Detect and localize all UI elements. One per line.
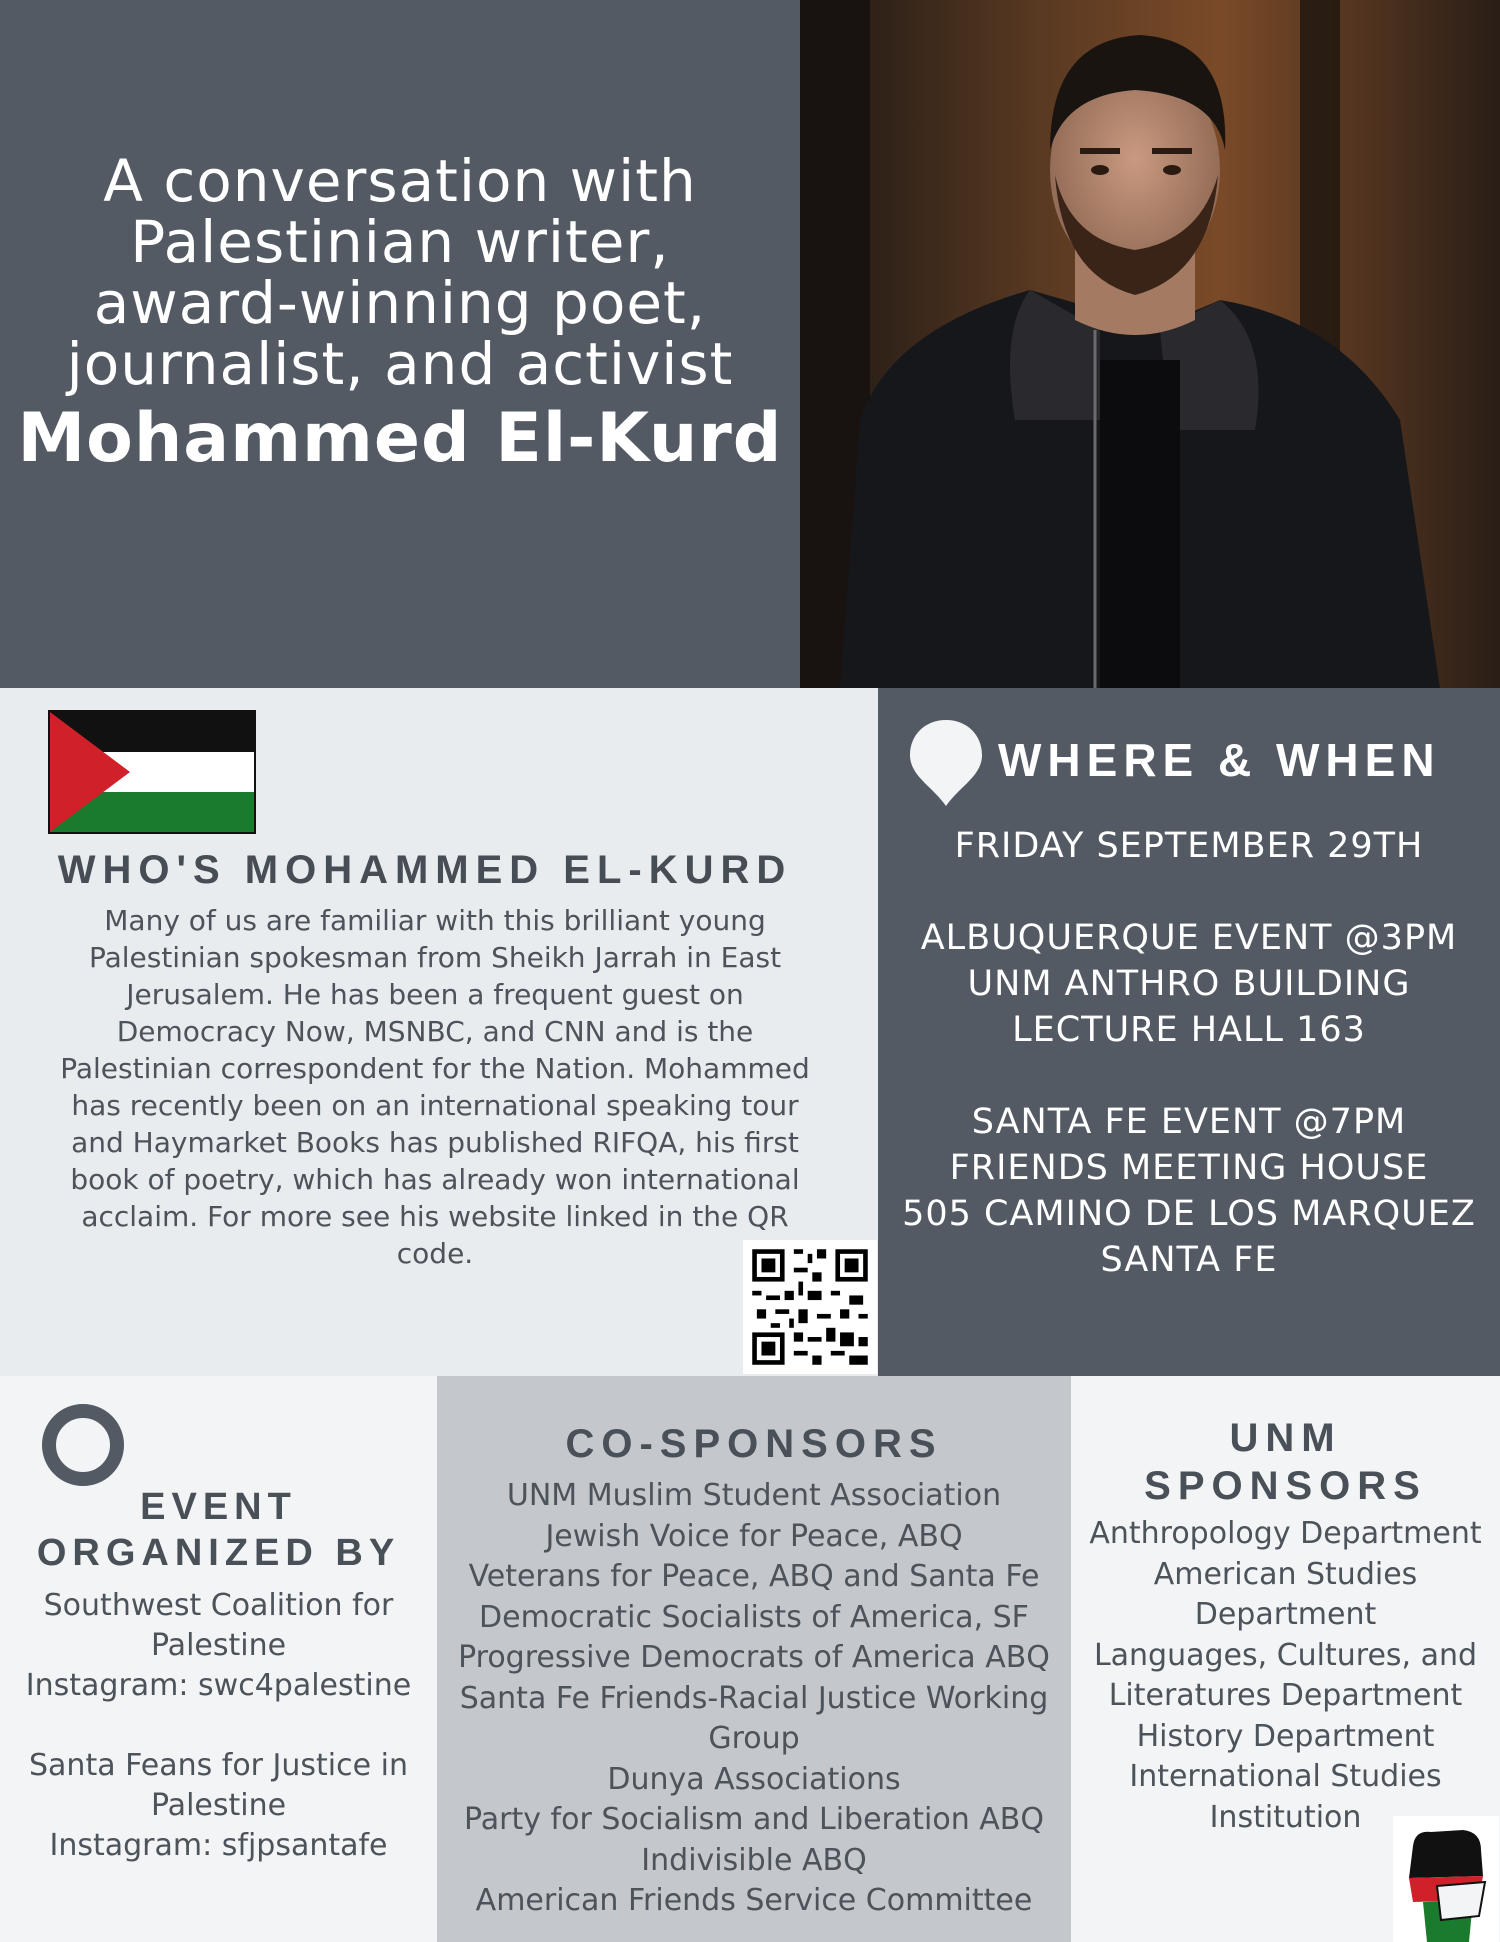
organizers-section — [0, 1376, 437, 1942]
bio-line: and Haymarket Books has published RIFQA, his first — [71, 1126, 799, 1159]
qr-code[interactable] — [743, 1240, 877, 1374]
organizer-instagram: Instagram: sfjpsantafe — [49, 1828, 388, 1863]
sf-event — [878, 1099, 1500, 1283]
raised-fist-icon — [1393, 1816, 1499, 1942]
organizer-line: Santa Feans for Justice in — [29, 1748, 408, 1783]
speaker-photo — [800, 0, 1500, 688]
cosponsor-item: Dunya Associations — [607, 1761, 901, 1797]
organizer-line: Southwest Coalition for — [43, 1588, 394, 1623]
event-date: FRIDAY SEPTEMBER 29TH — [954, 826, 1424, 866]
cosponsor-item: Santa Fe Friends-Racial Justice Working — [459, 1680, 1049, 1716]
cosponsor-item: Jewish Voice for Peace, ABQ — [545, 1518, 963, 1554]
unm-sponsor-item: International Studies — [1129, 1759, 1442, 1794]
speaker-name: Mohammed El-Kurd — [17, 399, 783, 478]
bio-line: Palestinian spokesman from Sheikh Jarrah in East — [88, 941, 782, 974]
abq-line: UNM ANTHRO BUILDING — [967, 964, 1411, 1004]
cosponsor-item: Indivisible ABQ — [641, 1842, 867, 1878]
sf-line: SANTA FE EVENT @7PM — [971, 1102, 1407, 1142]
bio-line: Jerusalem. He has been a frequent guest on — [126, 978, 744, 1011]
unm-sponsor-item: Department — [1194, 1597, 1377, 1632]
unm-sponsor-item: History Department — [1136, 1718, 1435, 1754]
unm-sponsor-item: American Studies — [1153, 1556, 1418, 1592]
bio-line: code. — [396, 1237, 474, 1270]
organizer-spacer — [0, 1706, 437, 1746]
organizers-heading-line: ORGANIZED BY — [36, 1532, 401, 1574]
abq-event — [878, 915, 1500, 1053]
organizers-heading-line: EVENT — [140, 1486, 297, 1528]
cosponsor-item: UNM Muslim Student Association — [506, 1478, 1002, 1513]
hero-panel — [0, 0, 800, 688]
bio-heading: WHO'S MOHAMMED EL-KURD — [57, 848, 793, 892]
sf-line: FRIENDS MEETING HOUSE — [949, 1148, 1429, 1188]
organizer-instagram: Instagram: swc4palestine — [25, 1668, 412, 1703]
organizers-list — [0, 1586, 437, 1866]
sf-line: 505 CAMINO DE LOS MARQUEZ — [902, 1194, 1476, 1234]
unm-sponsor-item: Anthropology Department — [1089, 1516, 1482, 1551]
cosponsor-item: Group — [708, 1721, 800, 1756]
bio-line: acclaim. For more see his website linked in the QR — [81, 1200, 789, 1233]
cosponsor-item: American Friends Service Committee — [475, 1883, 1033, 1918]
organizer-line: Palestine — [150, 1628, 287, 1663]
ring-icon — [40, 1402, 126, 1488]
unm-heading-line: SPONSORS — [1144, 1464, 1427, 1508]
cosponsors-heading: CO-SPONSORS — [565, 1422, 943, 1466]
cosponsor-item: Progressive Democrats of America ABQ — [458, 1640, 1050, 1675]
cosponsor-item: Veterans for Peace, ABQ and Santa Fe — [468, 1559, 1040, 1594]
abq-line: LECTURE HALL 163 — [1012, 1010, 1366, 1050]
bio-line: Many of us are familiar with this brilliant young — [104, 904, 766, 937]
organizer-line: Palestine — [150, 1788, 287, 1823]
unm-heading-line: UNM — [1229, 1416, 1342, 1460]
unm-sponsors-heading — [1071, 1414, 1500, 1510]
unm-sponsors-section — [1071, 1376, 1500, 1942]
organizers-heading — [0, 1484, 437, 1576]
bio-line: Democracy Now, MSNBC, and CNN and is the — [116, 1015, 754, 1048]
cosponsor-item: Party for Socialism and Liberation ABQ — [464, 1802, 1044, 1837]
cosponsor-item: Democratic Socialists of America, SF — [479, 1599, 1029, 1635]
palestine-flag-icon — [48, 710, 256, 834]
bio-line: has recently been on an international speaking tour — [71, 1089, 799, 1122]
hero-intro — [66, 147, 734, 398]
abq-line: ALBUQUERQUE EVENT @3PM — [920, 918, 1458, 958]
where-when-section — [878, 688, 1500, 1376]
bio-text — [50, 902, 820, 1272]
event-details — [878, 823, 1500, 1329]
unm-sponsors-list — [1071, 1514, 1500, 1838]
intro-line: award-winning poet, — [93, 269, 707, 337]
unm-sponsor-item: Languages, Cultures, and — [1093, 1637, 1478, 1673]
where-when-heading: WHERE & WHEN — [998, 734, 1441, 786]
location-pin-icon — [908, 718, 984, 808]
cosponsors-section — [437, 1376, 1071, 1942]
speaker-photo-illustration — [800, 0, 1500, 688]
sf-line: SANTA FE — [1100, 1240, 1278, 1280]
intro-line: journalist, and activist — [66, 330, 734, 398]
bio-line: Palestinian correspondent for the Nation. Mohammed — [60, 1052, 810, 1085]
unm-sponsor-item: Literatures Department — [1108, 1678, 1463, 1713]
bio-section — [0, 688, 878, 1376]
intro-line: A conversation with — [103, 147, 697, 215]
cosponsors-list — [437, 1476, 1071, 1922]
bio-line: book of poetry, which has already won international — [70, 1163, 800, 1196]
intro-line: Palestinian writer, — [130, 208, 670, 276]
unm-sponsor-item: Institution — [1209, 1799, 1362, 1835]
